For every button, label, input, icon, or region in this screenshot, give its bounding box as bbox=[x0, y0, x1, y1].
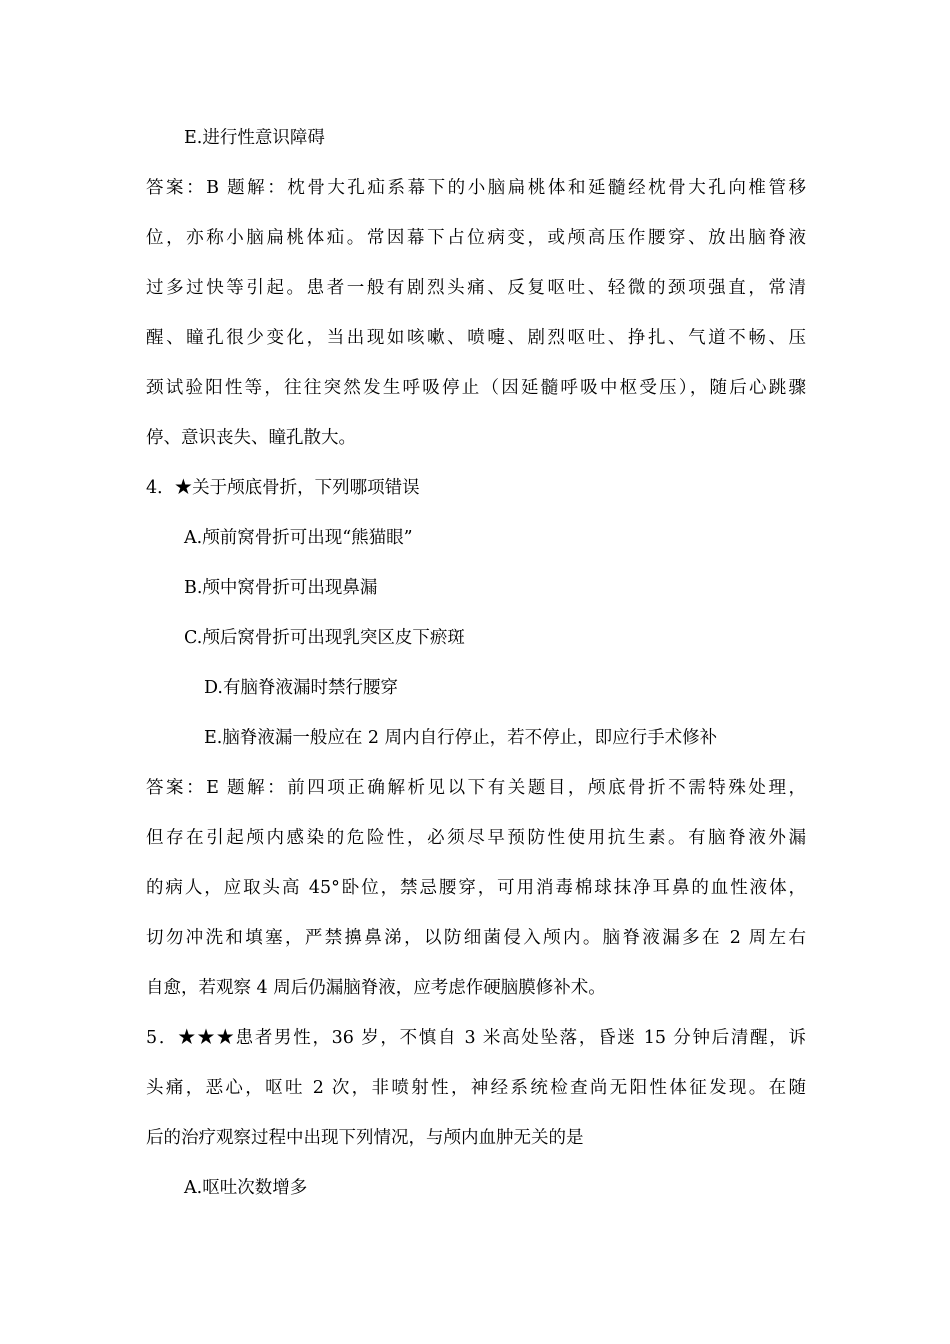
question-4-option-d: D.有脑脊液漏时禁行腰穿 bbox=[204, 678, 398, 698]
question-5-line-2: 头痛，恶心，呕吐 2 次，非喷射性，神经系统检查尚无阳性体征发现。在随 bbox=[146, 1078, 806, 1098]
question-4-stem: 4．★关于颅底骨折，下列哪项错误 bbox=[146, 478, 420, 498]
answer-4-line-1: 答案：E 题解：前四项正确解析见以下有关题目，颅底骨折不需特殊处理， bbox=[146, 778, 806, 798]
answer-line-1: 答案：B 题解：枕骨大孔疝系幕下的小脑扁桃体和延髓经枕骨大孔向椎管移 bbox=[146, 178, 806, 198]
question-4-option-e: E.脑脊液漏一般应在 2 周内自行停止，若不停止，即应行手术修补 bbox=[204, 728, 718, 748]
answer-line-4: 醒、瞳孔很少变化，当出现如咳嗽、喷嚏、剧烈呕吐、挣扎、气道不畅、压 bbox=[146, 328, 806, 348]
answer-line-6: 停、意识丧失、瞳孔散大。 bbox=[146, 428, 356, 448]
question-4-option-b: B.颅中窝骨折可出现鼻漏 bbox=[184, 578, 378, 598]
question-4-option-c: C.颅后窝骨折可出现乳突区皮下瘀斑 bbox=[184, 628, 465, 648]
answer-line-5: 颈试验阳性等，往往突然发生呼吸停止（因延髓呼吸中枢受压），随后心跳骤 bbox=[146, 378, 806, 398]
answer-line-2: 位，亦称小脑扁桃体疝。常因幕下占位病变，或颅高压作腰穿、放出脑脊液 bbox=[146, 228, 806, 248]
answer-4-line-4: 切勿冲洗和填塞，严禁擤鼻涕，以防细菌侵入颅内。脑脊液漏多在 2 周左右 bbox=[146, 928, 806, 948]
question-5-line-3: 后的治疗观察过程中出现下列情况，与颅内血肿无关的是 bbox=[146, 1128, 584, 1148]
question-4-option-a: A.颅前窝骨折可出现“熊猫眼” bbox=[184, 528, 413, 548]
answer-4-line-3: 的病人，应取头高 45°卧位，禁忌腰穿，可用消毒棉球抹净耳鼻的血性液体， bbox=[146, 878, 806, 898]
answer-4-line-2: 但存在引起颅内感染的危险性，必须尽早预防性使用抗生素。有脑脊液外漏 bbox=[146, 828, 806, 848]
question-5-option-a: A.呕吐次数增多 bbox=[184, 1178, 308, 1198]
answer-4-line-5: 自愈，若观察 4 周后仍漏脑脊液，应考虑作硬脑膜修补术。 bbox=[146, 978, 606, 998]
option-e-prev: E.进行性意识障碍 bbox=[184, 128, 325, 148]
question-5-line-1: 5．★★★患者男性，36 岁，不慎自 3 米高处坠落，昏迷 15 分钟后清醒，诉 bbox=[146, 1028, 806, 1048]
answer-line-3: 过多过快等引起。患者一般有剧烈头痛、反复呕吐、轻微的颈项强直，常清 bbox=[146, 278, 806, 298]
